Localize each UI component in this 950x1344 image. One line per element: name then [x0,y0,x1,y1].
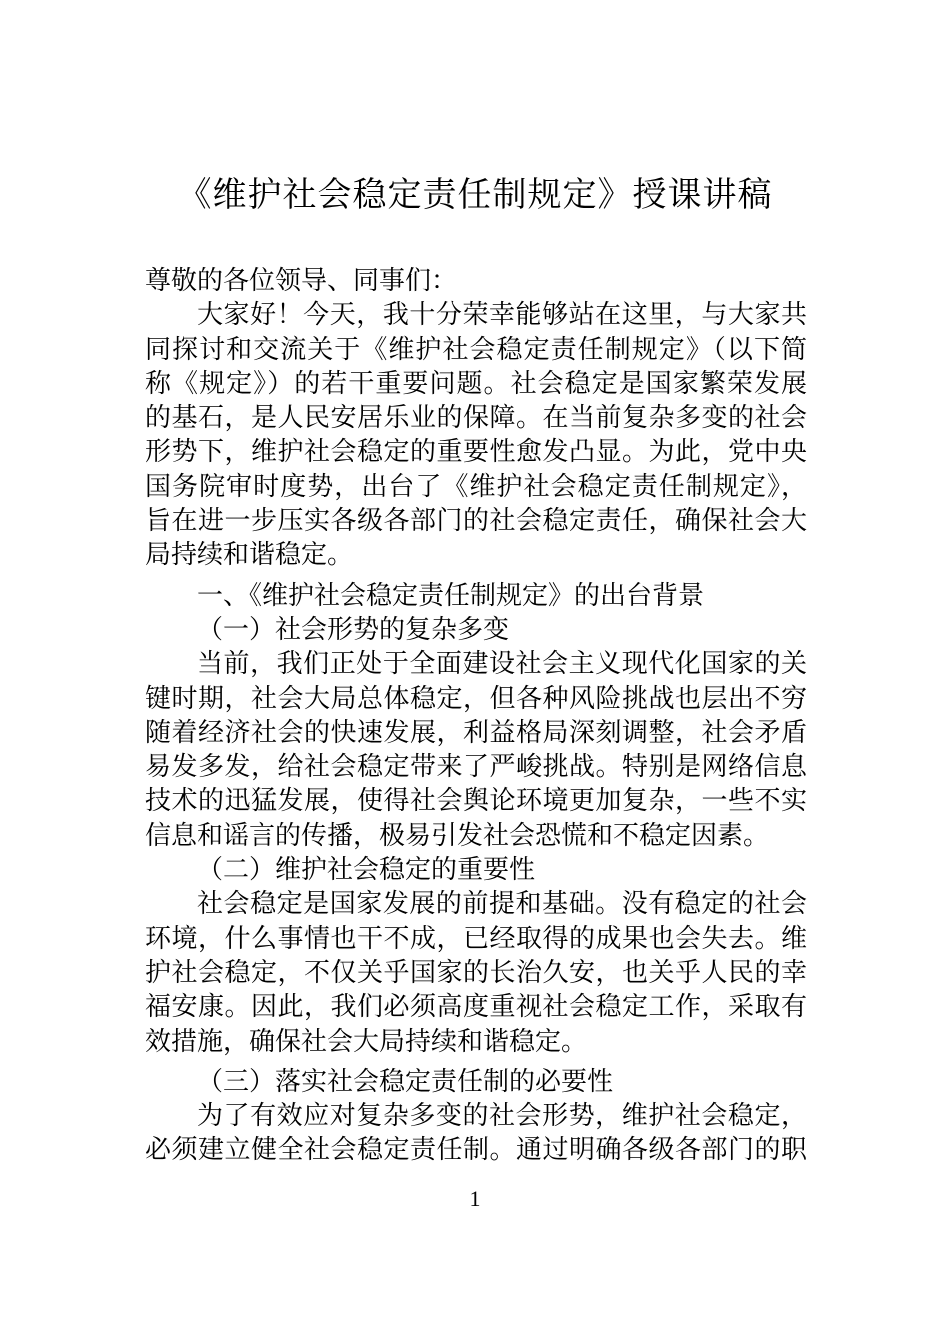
paragraph-line: 键时期，社会大局总体稳定，但各种风险挑战也层出不穷 [145,683,807,714]
paragraph-line: 局持续和谐稳定。 [145,540,354,571]
paragraph-line: 环境，什么事情也干不成，已经取得的成果也会失去。维 [145,923,807,954]
paragraph-line: 护社会稳定，不仅关乎国家的长治久安，也关乎人民的幸 [145,957,807,988]
paragraph-line: 大家好！今天，我十分荣幸能够站在这里，与大家共 [197,300,807,331]
document-title: 《维护社会稳定责任制规定》授课讲稿 [177,175,773,215]
page-number: 1 [469,1186,481,1211]
section-heading: （二）维护社会稳定的重要性 [197,855,536,886]
paragraph-line: 尊敬的各位领导、同事们： [145,266,458,296]
document-body [145,264,807,1168]
paragraph-line: 称《规定》）的若干重要问题。社会稳定是国家繁荣发展 [145,368,807,399]
paragraph-line: 旨在进一步压实各级各部门的社会稳定责任，确保社会大 [145,506,807,537]
paragraph-line: 社会稳定是国家发展的前提和基础。没有稳定的社会 [197,889,807,920]
paragraph-line: 效措施，确保社会大局持续和谐稳定。 [145,1026,588,1057]
paragraph-line: 国务院审时度势，出台了《维护社会稳定责任制规定》， [145,471,807,502]
paragraph-line: 技术的迅猛发展，使得社会舆论环境更加复杂，一些不实 [145,786,807,817]
paragraph-line: 同探讨和交流关于《维护社会稳定责任制规定》（以下简 [145,334,807,365]
paragraph-line: 的基石，是人民安居乐业的保障。在当前复杂多变的社会 [145,403,807,434]
paragraph-line: 易发多发，给社会稳定带来了严峻挑战。特别是网络信息 [145,752,807,783]
paragraph-line: 福安康。因此，我们必须高度重视社会稳定工作，采取有 [145,992,807,1023]
paragraph-line: 随着经济社会的快速发展，利益格局深刻调整，社会矛盾 [145,717,807,748]
section-heading: （一）社会形势的复杂多变 [197,614,510,645]
section-heading: （三）落实社会稳定责任制的必要性 [197,1066,614,1097]
paragraph-line: 形势下，维护社会稳定的重要性愈发凸显。为此，党中央 [145,437,807,468]
section-heading: 一、《维护社会稳定责任制规定》的出台背景 [197,580,705,611]
paragraph-line: 信息和谣言的传播，极易引发社会恐慌和不稳定因素。 [145,820,770,851]
paragraph-line: 当前，我们正处于全面建设社会主义现代化国家的关 [197,649,807,680]
paragraph-line: 必须建立健全社会稳定责任制。通过明确各级各部门的职 [145,1135,807,1166]
paragraph-line: 为了有效应对复杂多变的社会形势，维护社会稳定， [197,1101,807,1132]
